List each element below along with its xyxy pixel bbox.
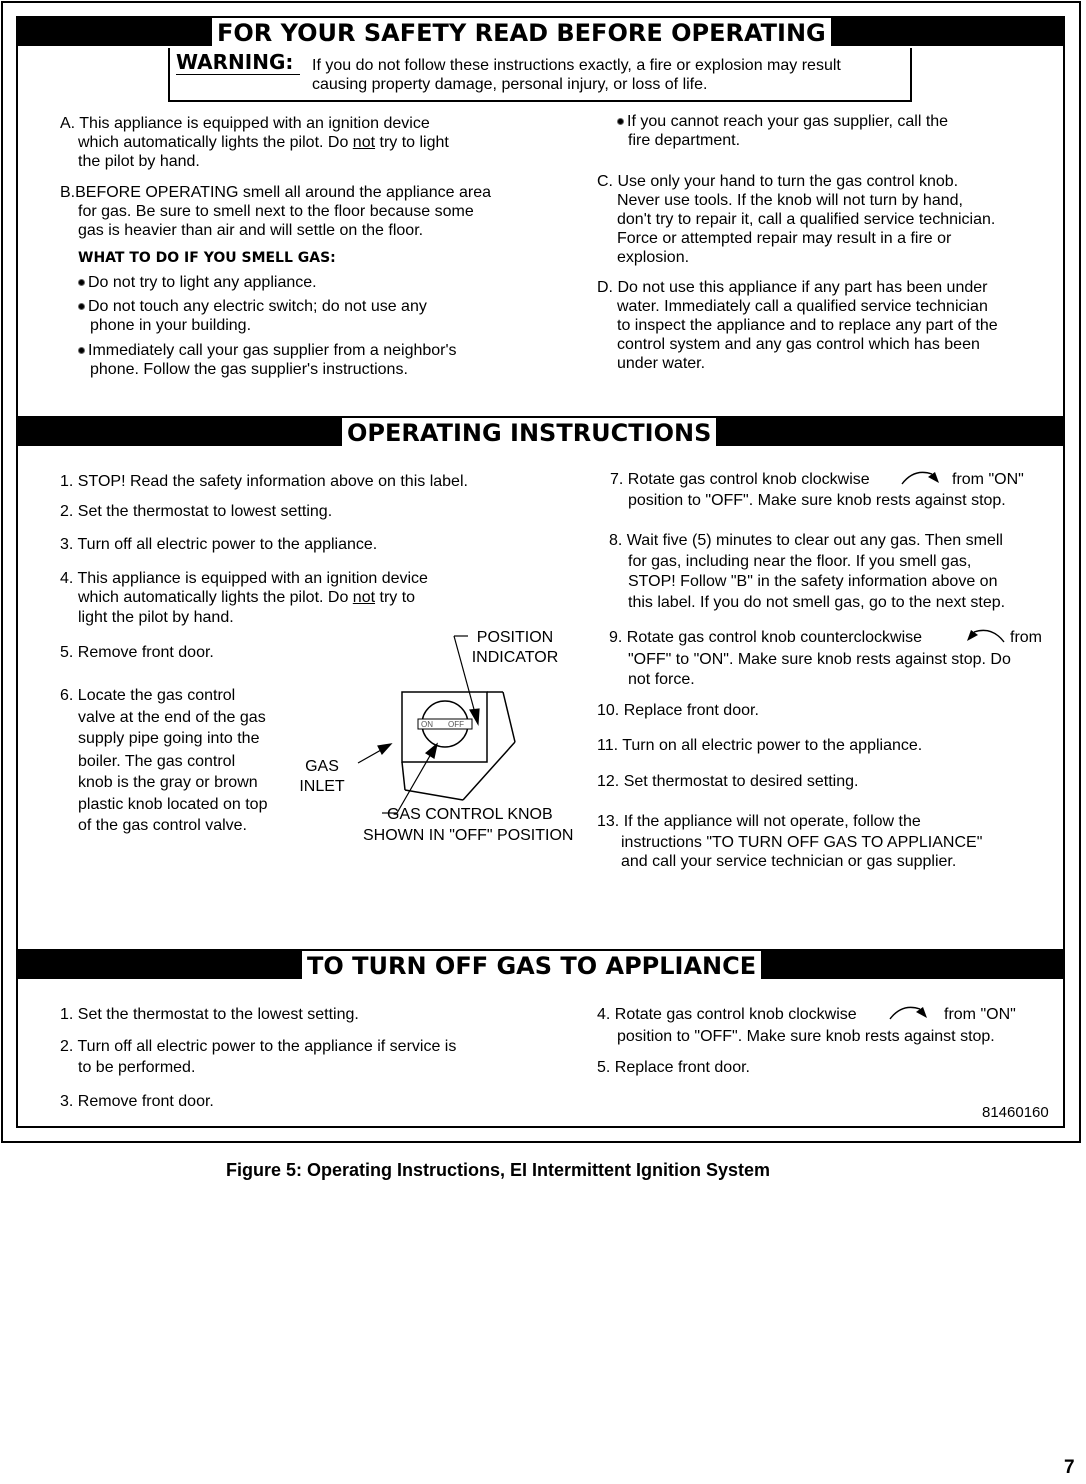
smell-bullet-3-cont: phone. Follow the gas supplier's instructions. bbox=[90, 361, 408, 378]
safety-d-line3: to inspect the appliance and to replace any part of the bbox=[617, 317, 998, 334]
smell-gas-heading: WHAT TO DO IF YOU SMELL GAS: bbox=[78, 250, 336, 266]
safety-d-line4: control system and any gas control which has been bbox=[617, 336, 980, 353]
off-step-3: 3. Remove front door. bbox=[60, 1093, 214, 1110]
safety-d-line2: water. Immediately call a qualified service technician bbox=[617, 298, 988, 315]
op-step-4-line1: 4. This appliance is equipped with an ignition device bbox=[60, 570, 428, 587]
op-step-13-line1: 13. If the appliance will not operate, follow the bbox=[597, 813, 921, 830]
operating-title: OPERATING INSTRUCTIONS bbox=[342, 418, 716, 448]
safety-c-line5: explosion. bbox=[617, 249, 690, 266]
op-step-8-line3: STOP! Follow "B" in the safety information above on bbox=[628, 573, 998, 590]
op-step-8-line2: for gas, including near the floor. If you smell gas, bbox=[628, 553, 972, 570]
safety-c-line3: don't try to repair it, call a qualified service technician. bbox=[617, 211, 996, 228]
turnoff-title: TO TURN OFF GAS TO APPLIANCE bbox=[302, 951, 761, 981]
knob-off-label: OFF bbox=[448, 720, 464, 729]
gas-inlet-arrow bbox=[358, 744, 391, 763]
safety-a-line1: A. This appliance is equipped with an ignition device bbox=[60, 115, 430, 132]
op-step-7-line2: position to "OFF". Make sure knob rests against stop. bbox=[628, 492, 1006, 509]
off-step-2-line2: to be performed. bbox=[78, 1059, 196, 1076]
op-step-1: 1. STOP! Read the safety information above on this label. bbox=[60, 473, 468, 490]
op-step-7-line1b: from "ON" bbox=[952, 471, 1024, 488]
counterclockwise-arrow-icon bbox=[962, 624, 1008, 646]
bullet-icon bbox=[78, 347, 85, 354]
op-step-8-line4: this label. If you do not smell gas, go to the next step. bbox=[628, 594, 1006, 611]
position-indicator-label-2: INDICATOR bbox=[471, 649, 559, 666]
op-step-9-line2: "OFF" to "ON". Make sure knob rests against stop. Do bbox=[628, 651, 1011, 668]
clockwise-arrow-icon bbox=[886, 1001, 932, 1023]
safety-title: FOR YOUR SAFETY READ BEFORE OPERATING bbox=[212, 18, 831, 48]
op-step-6-line1: 6. Locate the gas control bbox=[60, 687, 236, 704]
op-step-9-line1a: 9. Rotate gas control knob counterclockwise bbox=[609, 629, 923, 646]
op-step-4-line2: which automatically lights the pilot. Do not try to bbox=[78, 589, 416, 606]
off-step-5: 5. Replace front door. bbox=[597, 1059, 750, 1076]
op-step-10: 10. Replace front door. bbox=[597, 702, 759, 719]
op-step-9-line3: not force. bbox=[628, 671, 695, 688]
safety-a-line2: which automatically lights the pilot. Do not try to light bbox=[78, 134, 449, 151]
safety-b-line2: for gas. Be sure to smell next to the floor because some bbox=[78, 203, 474, 220]
page-number: 7 bbox=[1064, 1457, 1075, 1478]
bullet-icon bbox=[78, 279, 85, 286]
knob-caption-2: SHOWN IN "OFF" POSITION bbox=[363, 827, 574, 844]
safety-c-line4: Force or attempted repair may result in a fire or bbox=[617, 230, 952, 247]
gas-inlet-label-1: GAS bbox=[305, 758, 339, 775]
off-step-4-line2: position to "OFF". Make sure knob rests against stop. bbox=[617, 1028, 995, 1045]
op-step-6-line4: boiler. The gas control bbox=[78, 753, 236, 770]
op-step-11: 11. Turn on all electric power to the appliance. bbox=[597, 737, 923, 754]
safety-d-line5: under water. bbox=[617, 355, 706, 372]
op-step-6-line6: plastic knob located on top bbox=[78, 796, 268, 813]
warning-underline bbox=[176, 74, 300, 75]
op-step-6-line3: supply pipe going into the bbox=[78, 730, 260, 747]
off-step-4-line1b: from "ON" bbox=[944, 1006, 1016, 1023]
knob-on-label: ON bbox=[421, 720, 433, 729]
op-step-2: 2. Set the thermostat to lowest setting. bbox=[60, 503, 333, 520]
op-step-13-line3: and call your service technician or gas supplier. bbox=[621, 853, 957, 870]
op-step-6-line5: knob is the gray or brown bbox=[78, 774, 258, 791]
op-step-6-line7: of the gas control valve. bbox=[78, 817, 247, 834]
op-step-6-line2: valve at the end of the gas bbox=[78, 709, 266, 726]
part-number: 81460160 bbox=[982, 1104, 1049, 1121]
warning-label: WARNING: bbox=[176, 50, 294, 74]
knob-caption-1: GAS CONTROL KNOB bbox=[387, 806, 553, 823]
smell-bullet-4-cont: fire department. bbox=[628, 132, 741, 149]
safety-a-line3: the pilot by hand. bbox=[78, 153, 200, 170]
op-step-3: 3. Turn off all electric power to the appliance. bbox=[60, 536, 378, 553]
safety-b-line1: B.BEFORE OPERATING smell all around the appliance area bbox=[60, 184, 491, 201]
op-step-9-line1b: from bbox=[1010, 629, 1042, 646]
safety-c-line1: C. Use only your hand to turn the gas control knob. bbox=[597, 173, 959, 190]
bullet-icon bbox=[78, 303, 85, 310]
knob-callout-arrow bbox=[382, 744, 437, 813]
safety-d-line1: D. Do not use this appliance if any part has been under bbox=[597, 279, 988, 296]
clockwise-arrow-icon bbox=[898, 466, 944, 488]
op-step-7-line1a: 7. Rotate gas control knob clockwise bbox=[610, 471, 870, 488]
warning-text-1: If you do not follow these instructions exactly, a fire or explosion may result bbox=[312, 57, 841, 74]
smell-bullet-2-cont: phone in your building. bbox=[90, 317, 252, 334]
op-step-5: 5. Remove front door. bbox=[60, 644, 214, 661]
safety-c-line2: Never use tools. If the knob will not turn by hand, bbox=[617, 192, 963, 209]
op-step-4-line3: light the pilot by hand. bbox=[78, 609, 234, 626]
warning-text-2: causing property damage, personal injury, or loss of life. bbox=[312, 76, 708, 93]
op-step-13-line2: instructions "TO TURN OFF GAS TO APPLIANCE" bbox=[621, 834, 983, 851]
bullet-icon bbox=[617, 118, 624, 125]
off-step-2-line1: 2. Turn off all electric power to the appliance if service is bbox=[60, 1038, 457, 1055]
figure-caption: Figure 5: Operating Instructions, EI Intermittent Ignition System bbox=[226, 1160, 771, 1180]
off-step-4-line1a: 4. Rotate gas control knob clockwise bbox=[597, 1006, 857, 1023]
position-indicator-label-1: POSITION bbox=[476, 629, 554, 646]
smell-bullet-1: Do not try to light any appliance. bbox=[78, 273, 317, 293]
op-step-12: 12. Set thermostat to desired setting. bbox=[597, 773, 859, 790]
smell-bullet-4: If you cannot reach your gas supplier, call the bbox=[617, 112, 948, 132]
smell-bullet-2: Do not touch any electric switch; do not use any bbox=[78, 297, 427, 317]
op-step-8-line1: 8. Wait five (5) minutes to clear out any gas. Then smell bbox=[609, 532, 1003, 549]
safety-b-line3: gas is heavier than air and will settle on the floor. bbox=[78, 222, 424, 239]
smell-bullet-3: Immediately call your gas supplier from a neighbor's bbox=[78, 341, 457, 361]
off-step-1: 1. Set the thermostat to the lowest setting. bbox=[60, 1006, 359, 1023]
gas-inlet-label-2: INLET bbox=[299, 778, 345, 795]
